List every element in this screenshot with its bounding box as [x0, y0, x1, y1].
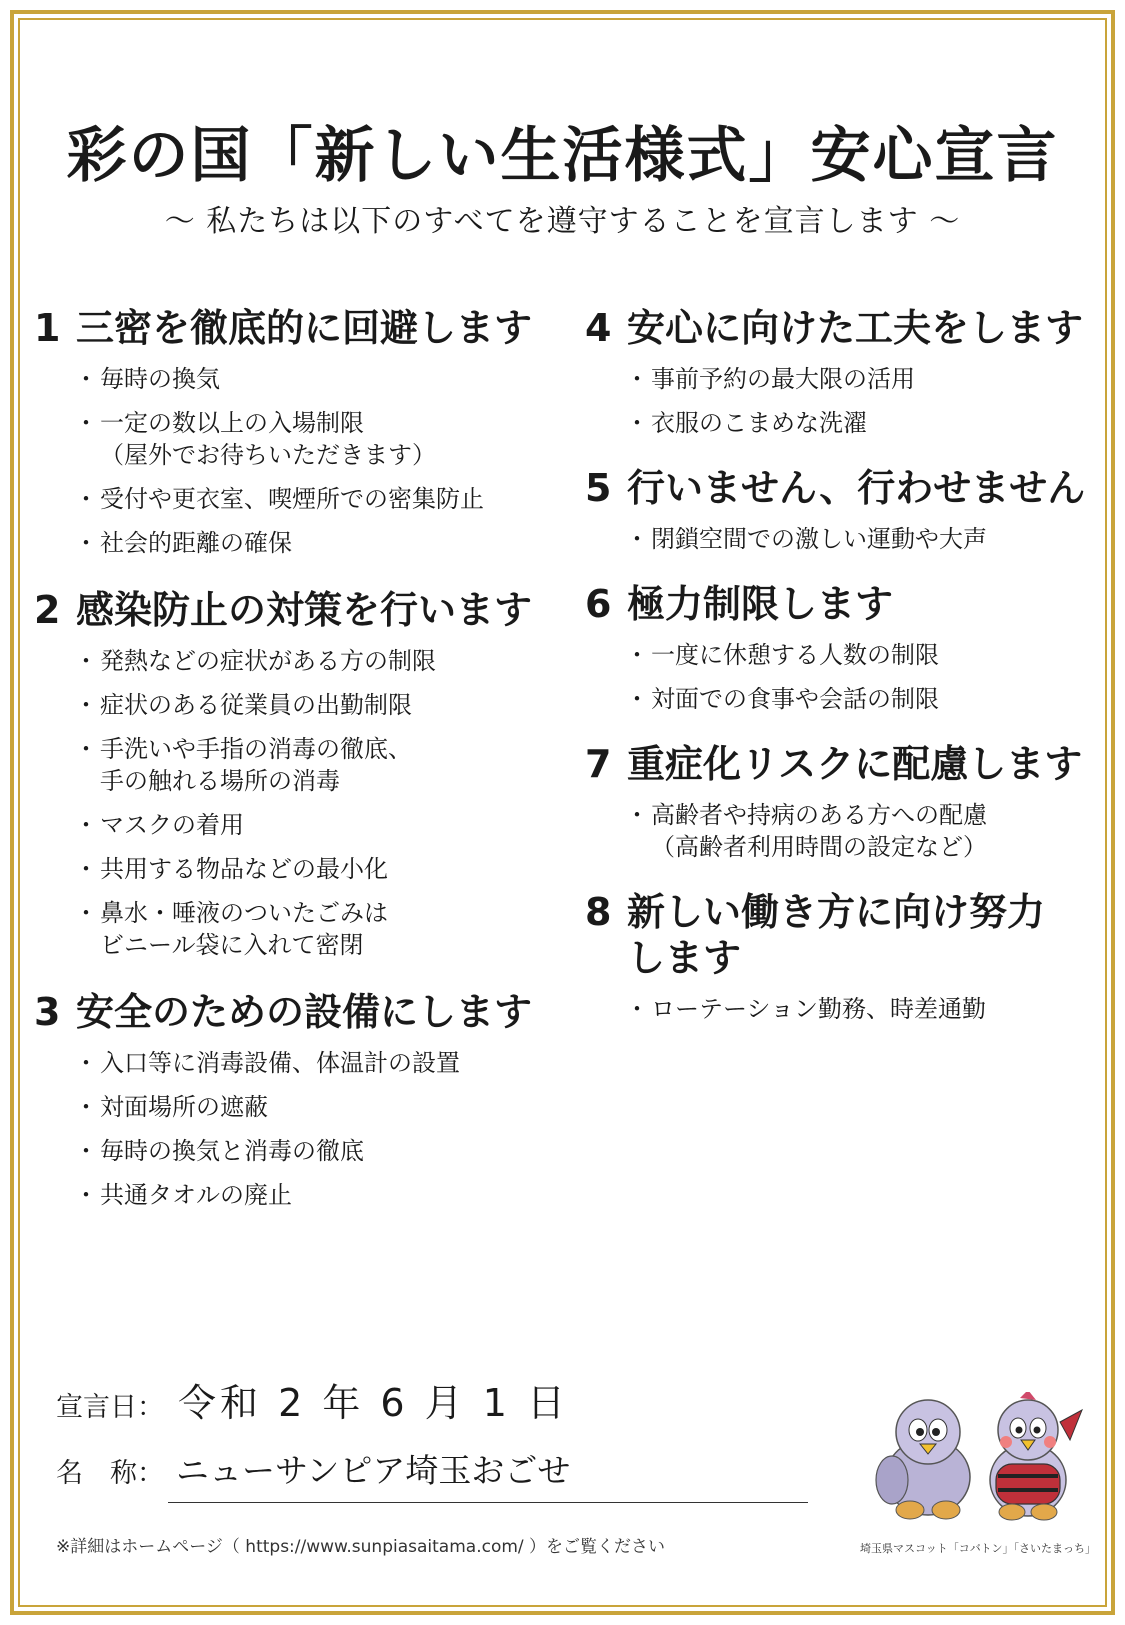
section-8	[585, 889, 1105, 1025]
section-title: 三密を徹底的に回避します	[76, 306, 533, 350]
mascot-illustration	[870, 1392, 1100, 1522]
page-subtitle: 〜 私たちは以下のすべてを遵守することを宣言します 〜	[164, 204, 961, 239]
list-item: ・ マスクの着用	[80, 809, 554, 841]
name-underline	[168, 1502, 808, 1503]
list-item: ・ ローテーション勤務、時差通勤	[631, 993, 1105, 1025]
section-heading	[34, 305, 554, 351]
mascot-icon	[870, 1392, 1100, 1522]
section-5	[585, 465, 1105, 555]
list-item: ・ 発熱などの症状がある方の制限	[80, 645, 554, 677]
list-item: ・ 毎時の換気	[80, 363, 554, 395]
section-heading	[585, 889, 1105, 981]
section-title: 感染防止の対策を行います	[76, 588, 533, 632]
section-items	[34, 1047, 554, 1211]
list-item: ・ 鼻水・唾液のついたごみは ビニール袋に入れて密閉	[80, 897, 554, 961]
section-heading	[585, 741, 1105, 787]
list-item: ・ 入口等に消毒設備、体温計の設置	[80, 1047, 554, 1079]
list-item: ・ 共通タオルの廃止	[80, 1179, 554, 1211]
list-item: ・ 症状のある従業員の出勤制限	[80, 689, 554, 721]
section-title: 新しい働き方に向け努力 します	[627, 890, 1046, 980]
section-number: 3	[34, 990, 61, 1034]
section-number: 8	[585, 890, 612, 934]
section-heading	[34, 989, 554, 1035]
declaration-date-value: 令和 2 年 6 月 1 日	[178, 1381, 570, 1425]
section-3	[34, 989, 554, 1211]
section-items	[585, 639, 1105, 715]
section-heading	[585, 305, 1105, 351]
section-title: 安全のための設備にします	[76, 990, 533, 1034]
list-item: ・ 対面での食事や会話の制限	[631, 683, 1105, 715]
list-item: ・ 一定の数以上の入場制限 （屋外でお待ちいただきます）	[80, 407, 554, 471]
section-items	[585, 799, 1105, 863]
declaration-name-value: ニューサンピア埼玉おごせ	[176, 1451, 571, 1490]
section-number: 1	[34, 306, 61, 350]
list-item: ・ 手洗いや手指の消毒の徹底、 手の触れる場所の消毒	[80, 733, 554, 797]
section-title: 行いません、行わせません	[627, 466, 1086, 510]
declaration-name-label: 名 称：	[56, 1458, 164, 1489]
list-item: ・ 高齢者や持病のある方への配慮 （高齢者利用時間の設定など）	[631, 799, 1105, 863]
section-items	[585, 993, 1105, 1025]
list-item: ・ 共用する物品などの最小化	[80, 853, 554, 885]
section-heading	[585, 581, 1105, 627]
declaration-date-label: 宣言日：	[56, 1392, 164, 1423]
section-number: 2	[34, 588, 61, 632]
section-items	[585, 363, 1105, 439]
website-note: ※詳細はホームページ（ https://www.sunpiasaitama.com/ ）をご覧ください	[56, 1537, 666, 1557]
list-item: ・ 対面場所の遮蔽	[80, 1091, 554, 1123]
section-title: 極力制限します	[627, 582, 894, 626]
section-1	[34, 305, 554, 559]
right-column	[585, 305, 1105, 1051]
page-title: 彩の国「新しい生活様式」安心宣言	[66, 121, 1059, 191]
section-heading	[585, 465, 1105, 511]
section-number: 6	[585, 582, 612, 626]
section-number: 5	[585, 466, 612, 510]
section-4	[585, 305, 1105, 439]
section-title: 安心に向けた工夫をします	[627, 306, 1084, 350]
list-item: ・ 社会的距離の確保	[80, 527, 554, 559]
section-items	[34, 645, 554, 961]
section-2	[34, 587, 554, 961]
list-item: ・ 毎時の換気と消毒の徹底	[80, 1135, 554, 1167]
list-item: ・ 事前予約の最大限の活用	[631, 363, 1105, 395]
section-6	[585, 581, 1105, 715]
left-column	[34, 305, 554, 1235]
section-heading	[34, 587, 554, 633]
section-7	[585, 741, 1105, 863]
list-item: ・ 閉鎖空間での激しい運動や大声	[631, 523, 1105, 555]
section-number: 7	[585, 742, 612, 786]
declaration-date	[56, 1372, 569, 1427]
section-items	[585, 523, 1105, 555]
list-item: ・ 衣服のこまめな洗濯	[631, 407, 1105, 439]
declaration-name	[56, 1445, 570, 1492]
section-title: 重症化リスクに配慮します	[627, 742, 1083, 786]
list-item: ・ 一度に休憩する人数の制限	[631, 639, 1105, 671]
section-number: 4	[585, 306, 612, 350]
section-items	[34, 363, 554, 559]
list-item: ・ 受付や更衣室、喫煙所での密集防止	[80, 483, 554, 515]
mascot-caption: 埼玉県マスコット「コバトン」「さいたまっち」	[860, 1542, 1097, 1555]
